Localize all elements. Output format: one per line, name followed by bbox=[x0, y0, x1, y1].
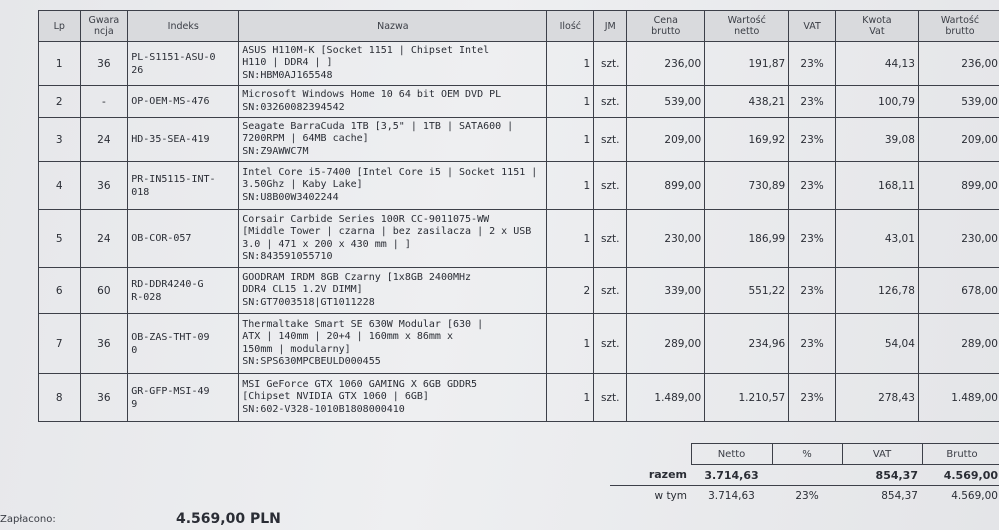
cell-net: 1.210,57 bbox=[705, 374, 789, 422]
cell-unit: szt. bbox=[594, 118, 627, 162]
cell-index: OP-OEM-MS-476 bbox=[128, 86, 239, 118]
cell-unit: szt. bbox=[594, 374, 627, 422]
summary-breakdown-label: w tym bbox=[654, 490, 687, 502]
paid-label: Zapłacono: bbox=[0, 514, 56, 525]
col-net-value: Wartość netto bbox=[705, 11, 789, 42]
col-qty: Ilość bbox=[547, 11, 594, 42]
summary-breakdown-vat: 854,37 bbox=[881, 490, 918, 502]
cell-gross: 209,00 bbox=[918, 118, 999, 162]
cell-vat-amount: 44,13 bbox=[835, 42, 918, 86]
cell-index: OB-ZAS-THT-09 0 bbox=[128, 314, 239, 374]
cell-vat-amount: 168,11 bbox=[835, 162, 918, 210]
table-row bbox=[39, 162, 999, 210]
cell-price: 339,00 bbox=[627, 268, 705, 314]
cell-vat-amount: 278,43 bbox=[835, 374, 918, 422]
col-warranty: Gwara ncja bbox=[80, 11, 128, 42]
cell-gross: 899,00 bbox=[918, 162, 999, 210]
col-lp: Lp bbox=[39, 11, 81, 42]
paid-amount: 4.569,00 PLN bbox=[176, 511, 281, 527]
cell-index: PL-S1151-ASU-0 26 bbox=[128, 42, 239, 86]
cell-warranty: 36 bbox=[80, 162, 128, 210]
cell-index: RD-DDR4240-G R-028 bbox=[128, 268, 239, 314]
cell-net: 186,99 bbox=[705, 210, 789, 268]
cell-price: 289,00 bbox=[627, 314, 705, 374]
cell-unit: szt. bbox=[594, 162, 627, 210]
summary-col-brutto: Brutto bbox=[922, 444, 999, 465]
cell-unit: szt. bbox=[594, 314, 627, 374]
col-name: Nazwa bbox=[239, 11, 547, 42]
cell-unit: szt. bbox=[594, 210, 627, 268]
cell-unit: szt. bbox=[594, 86, 627, 118]
table-body bbox=[39, 42, 999, 422]
cell-name: Corsair Carbide Series 100R CC-9011075-WW [Middle Tower | czarna | bez zasilacza | 2 x USB 3.0 | 471 x 200 x 430 mm | ] SN:843591055710 bbox=[239, 210, 547, 268]
cell-qty: 1 bbox=[547, 314, 594, 374]
cell-lp: 4 bbox=[39, 162, 81, 210]
table-row bbox=[39, 210, 999, 268]
cell-gross: 678,00 bbox=[918, 268, 999, 314]
cell-qty: 1 bbox=[547, 374, 594, 422]
table-row bbox=[39, 42, 999, 86]
col-gross-value: Wartość brutto bbox=[918, 11, 999, 42]
cell-vat-amount: 54,04 bbox=[835, 314, 918, 374]
summary-total-netto: 3.714,63 bbox=[691, 465, 772, 486]
cell-index: HD-35-SEA-419 bbox=[128, 118, 239, 162]
summary-col-pct: % bbox=[772, 444, 842, 465]
table-row bbox=[39, 314, 999, 374]
cell-name: Microsoft Windows Home 10 64 bit OEM DVD PL SN:03260082394542 bbox=[239, 86, 547, 118]
cell-index: OB-COR-057 bbox=[128, 210, 239, 268]
summary-total-vat: 854,37 bbox=[842, 465, 922, 486]
cell-name: GOODRAM IRDM 8GB Czarny [1x8GB 2400MHz DDR4 CL15 1.2V DIMM] SN:GT7003518|GT1011228 bbox=[239, 268, 547, 314]
cell-gross: 1.489,00 bbox=[918, 374, 999, 422]
cell-unit: szt. bbox=[594, 268, 627, 314]
cell-net: 730,89 bbox=[705, 162, 789, 210]
cell-vat-amount: 43,01 bbox=[835, 210, 918, 268]
cell-warranty: 24 bbox=[80, 210, 128, 268]
cell-index: GR-GFP-MSI-49 9 bbox=[128, 374, 239, 422]
cell-lp: 6 bbox=[39, 268, 81, 314]
cell-name: ASUS H110M-K [Socket 1151 | Chipset Intel H110 | DDR4 | ] SN:HBM0AJ165548 bbox=[239, 42, 547, 86]
cell-price: 539,00 bbox=[627, 86, 705, 118]
cell-price: 236,00 bbox=[627, 42, 705, 86]
cell-lp: 7 bbox=[39, 314, 81, 374]
cell-net: 169,92 bbox=[705, 118, 789, 162]
table-header-row bbox=[39, 11, 999, 42]
cell-qty: 2 bbox=[547, 268, 594, 314]
cell-name: Seagate BarraCuda 1TB [3,5" | 1TB | SATA600 | 7200RPM | 64MB cache] SN:Z9AWWC7M bbox=[239, 118, 547, 162]
cell-lp: 5 bbox=[39, 210, 81, 268]
cell-qty: 1 bbox=[547, 162, 594, 210]
summary-col-vat: VAT bbox=[842, 444, 922, 465]
cell-qty: 1 bbox=[547, 210, 594, 268]
summary-total-label: razem bbox=[610, 465, 691, 486]
cell-vat-amount: 100,79 bbox=[835, 86, 918, 118]
cell-name: Thermaltake Smart SE 630W Modular [630 | ATX | 140mm | 20+4 | 160mm x 86mm x 150mm | modularny] SN:SPS630MPCBEULD000455 bbox=[239, 314, 547, 374]
invoice-items-table bbox=[38, 10, 999, 422]
cell-warranty: 36 bbox=[80, 374, 128, 422]
cell-lp: 3 bbox=[39, 118, 81, 162]
cell-vat-amount: 126,78 bbox=[835, 268, 918, 314]
cell-net: 234,96 bbox=[705, 314, 789, 374]
cell-qty: 1 bbox=[547, 118, 594, 162]
cell-name: Intel Core i5-7400 [Intel Core i5 | Socket 1151 | 3.50Ghz | Kaby Lake] SN:U8B00W3402244 bbox=[239, 162, 547, 210]
summary-total-row bbox=[610, 465, 999, 486]
cell-warranty: - bbox=[80, 86, 128, 118]
cell-qty: 1 bbox=[547, 86, 594, 118]
cell-gross: 236,00 bbox=[918, 42, 999, 86]
col-index: Indeks bbox=[128, 11, 239, 42]
cell-price: 1.489,00 bbox=[627, 374, 705, 422]
table-row bbox=[39, 268, 999, 314]
cell-vat: 23% bbox=[789, 86, 836, 118]
col-unit: JM bbox=[594, 11, 627, 42]
cell-lp: 8 bbox=[39, 374, 81, 422]
cell-vat: 23% bbox=[789, 374, 836, 422]
table-row bbox=[39, 374, 999, 422]
cell-unit: szt. bbox=[594, 42, 627, 86]
cell-price: 209,00 bbox=[627, 118, 705, 162]
cell-warranty: 36 bbox=[80, 42, 128, 86]
table-row bbox=[39, 118, 999, 162]
cell-qty: 1 bbox=[547, 42, 594, 86]
cell-lp: 1 bbox=[39, 42, 81, 86]
summary-total-brutto: 4.569,00 bbox=[922, 465, 999, 486]
col-vat-amount: Kwota Vat bbox=[835, 11, 918, 42]
summary-header-row bbox=[610, 444, 999, 465]
cell-gross: 289,00 bbox=[918, 314, 999, 374]
cell-vat: 23% bbox=[789, 210, 836, 268]
cell-vat: 23% bbox=[789, 162, 836, 210]
summary-col-netto: Netto bbox=[691, 444, 772, 465]
cell-price: 230,00 bbox=[627, 210, 705, 268]
cell-net: 438,21 bbox=[705, 86, 789, 118]
table-row bbox=[39, 86, 999, 118]
cell-net: 551,22 bbox=[705, 268, 789, 314]
summary-breakdown-brutto: 4.569,00 bbox=[951, 490, 998, 502]
cell-warranty: 24 bbox=[80, 118, 128, 162]
cell-lp: 2 bbox=[39, 86, 81, 118]
summary-table bbox=[610, 443, 999, 506]
cell-price: 899,00 bbox=[627, 162, 705, 210]
cell-vat: 23% bbox=[789, 314, 836, 374]
summary-breakdown-pct: 23% bbox=[795, 490, 819, 502]
summary-breakdown-row bbox=[610, 486, 999, 507]
cell-net: 191,87 bbox=[705, 42, 789, 86]
cell-name: MSI GeForce GTX 1060 GAMING X 6GB GDDR5 [Chipset NVIDIA GTX 1060 | 6GB] SN:602-V328-1010B1808000410 bbox=[239, 374, 547, 422]
cell-gross: 539,00 bbox=[918, 86, 999, 118]
cell-warranty: 60 bbox=[80, 268, 128, 314]
col-vat: VAT bbox=[789, 11, 836, 42]
cell-index: PR-IN5115-INT- 018 bbox=[128, 162, 239, 210]
summary-breakdown-netto: 3.714,63 bbox=[708, 490, 755, 502]
cell-vat: 23% bbox=[789, 268, 836, 314]
col-gross-price: Cena brutto bbox=[627, 11, 705, 42]
cell-vat-amount: 39,08 bbox=[835, 118, 918, 162]
cell-vat: 23% bbox=[789, 42, 836, 86]
cell-warranty: 36 bbox=[80, 314, 128, 374]
cell-vat: 23% bbox=[789, 118, 836, 162]
cell-gross: 230,00 bbox=[918, 210, 999, 268]
